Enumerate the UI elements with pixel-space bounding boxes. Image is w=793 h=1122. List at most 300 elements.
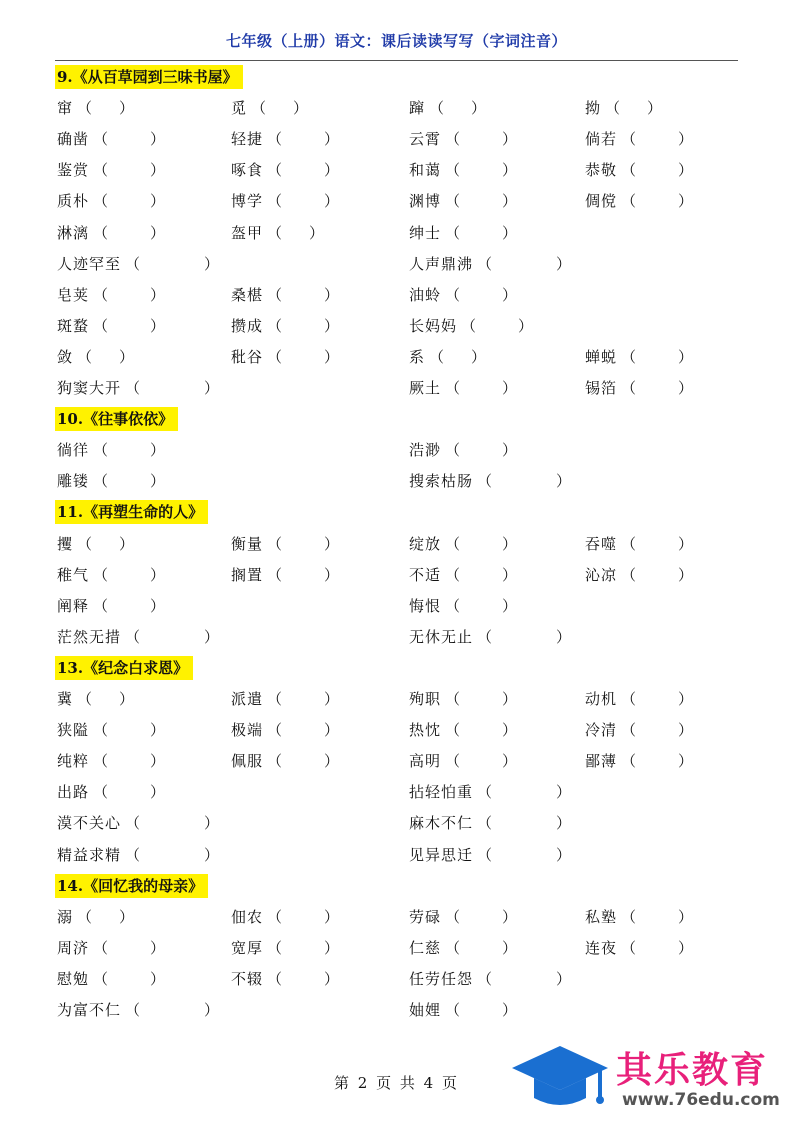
vocab-term: 倜傥 <box>585 192 618 211</box>
pinyin-blank-open: （ <box>267 285 283 304</box>
pinyin-blank-open: （ <box>445 907 461 926</box>
pinyin-blank-close: ） <box>471 99 487 118</box>
vocab-entry <box>57 905 134 929</box>
pinyin-blank-close: ） <box>119 534 135 553</box>
vocab-entry <box>57 345 134 369</box>
pinyin-blank-open: （ <box>93 285 109 304</box>
pinyin-blank-open: （ <box>93 192 109 211</box>
pinyin-blank-close: ） <box>556 845 572 864</box>
vocab-entry <box>231 189 339 213</box>
vocab-entry <box>57 625 219 649</box>
pinyin-blank-close: ） <box>150 783 166 802</box>
vocab-entry <box>585 158 693 182</box>
vocab-term: 人声鼎沸 <box>409 254 474 273</box>
vocab-term: 和蔼 <box>409 161 442 180</box>
pinyin-blank-close: ） <box>150 161 166 180</box>
pinyin-blank-open: （ <box>93 596 109 615</box>
vocab-term: 高明 <box>409 752 442 771</box>
pinyin-blank-open: （ <box>621 379 637 397</box>
vocab-entry <box>409 314 533 338</box>
pinyin-blank-close: ） <box>324 907 340 926</box>
pinyin-blank-close: ） <box>471 347 487 366</box>
pinyin-blank-open: （ <box>93 969 109 988</box>
vocab-entry <box>585 718 693 742</box>
vocab-term: 啄食 <box>231 161 264 180</box>
vocab-entry <box>409 811 571 835</box>
vocab-entry <box>409 127 517 151</box>
pinyin-blank-open: （ <box>477 845 493 864</box>
pinyin-blank-open: （ <box>267 223 283 242</box>
pinyin-blank-close: ） <box>119 347 135 366</box>
vocab-entry <box>57 687 134 711</box>
vocab-term: 出路 <box>57 783 90 802</box>
vocab-entry <box>409 283 517 307</box>
vocab-term: 漠不关心 <box>57 814 122 833</box>
vocab-entry <box>409 189 517 213</box>
pinyin-blank-open: （ <box>77 99 93 118</box>
vocab-term: 鉴赏 <box>57 161 90 180</box>
pinyin-blank-close: ） <box>678 907 694 926</box>
vocab-entry <box>57 376 219 400</box>
vocab-entry <box>231 687 339 711</box>
pinyin-blank-open: （ <box>267 534 283 553</box>
pinyin-blank-close: ） <box>502 285 518 304</box>
vocab-term: 搜索枯肠 <box>409 472 474 491</box>
vocab-entry <box>231 749 339 773</box>
vocab-entry <box>585 936 693 960</box>
pinyin-blank-open: （ <box>445 938 461 957</box>
pinyin-blank-close: ） <box>502 690 518 708</box>
pinyin-blank-close: ） <box>309 223 325 242</box>
vocab-term: 殉职 <box>409 690 442 708</box>
vocab-term: 搁置 <box>231 565 264 584</box>
vocab-term: 私塾 <box>585 907 618 926</box>
vocab-entry <box>409 843 571 867</box>
section-title: 10.《往事依依》 <box>55 407 178 431</box>
pinyin-blank-open: （ <box>445 1001 461 1019</box>
pinyin-blank-open: （ <box>445 130 461 149</box>
pinyin-blank-close: ） <box>324 192 340 211</box>
vocab-term: 狭隘 <box>57 721 90 740</box>
vocab-entry <box>57 438 165 462</box>
pinyin-blank-close: ） <box>556 627 572 646</box>
vocab-entry <box>57 594 165 618</box>
vocab-entry <box>231 283 339 307</box>
vocab-term: 阐释 <box>57 596 90 615</box>
pinyin-blank-close: ） <box>150 472 166 491</box>
vocab-entry <box>409 998 517 1022</box>
pinyin-blank-open: （ <box>93 783 109 802</box>
pinyin-blank-close: ） <box>678 379 694 397</box>
vocab-term: 冀 <box>57 690 74 708</box>
pinyin-blank-open: （ <box>621 721 637 740</box>
vocab-term: 动机 <box>585 690 618 708</box>
pinyin-blank-open: （ <box>621 192 637 211</box>
vocab-term: 博学 <box>231 192 264 211</box>
vocab-term: 绅士 <box>409 223 442 242</box>
pinyin-blank-open: （ <box>267 316 283 335</box>
pinyin-blank-open: （ <box>93 316 109 335</box>
pinyin-blank-close: ） <box>502 565 518 584</box>
pinyin-blank-close: ） <box>324 721 340 740</box>
vocab-term: 纯粹 <box>57 752 90 771</box>
vocab-entry <box>231 905 339 929</box>
pinyin-blank-close: ） <box>324 130 340 149</box>
pinyin-blank-open: （ <box>93 223 109 242</box>
pinyin-blank-close: ） <box>150 969 166 988</box>
vocab-entry <box>57 811 219 835</box>
vocab-entry <box>57 158 165 182</box>
vocab-term: 倘若 <box>585 130 618 149</box>
vocab-entry <box>57 780 165 804</box>
vocab-term: 轻捷 <box>231 130 264 149</box>
vocab-entry <box>231 563 339 587</box>
pinyin-blank-open: （ <box>477 472 493 491</box>
pinyin-blank-close: ） <box>204 814 220 833</box>
vocab-entry <box>409 718 517 742</box>
vocab-term: 雕镂 <box>57 472 90 491</box>
pinyin-blank-open: （ <box>429 347 445 366</box>
pinyin-blank-close: ） <box>324 316 340 335</box>
vocab-term: 劳碌 <box>409 907 442 926</box>
vocab-entry <box>231 158 339 182</box>
vocab-entry <box>409 687 517 711</box>
vocab-term: 沁凉 <box>585 565 618 584</box>
vocab-term: 溺 <box>57 907 74 926</box>
pinyin-blank-open: （ <box>445 161 461 180</box>
pinyin-blank-open: （ <box>251 99 267 118</box>
vocab-entry <box>231 532 339 556</box>
pinyin-blank-open: （ <box>461 316 477 335</box>
vocab-term: 绽放 <box>409 534 442 553</box>
vocab-entry <box>57 563 165 587</box>
pinyin-blank-close: ） <box>204 627 220 646</box>
vocab-term: 窜 <box>57 99 74 118</box>
vocab-entry <box>57 221 165 245</box>
vocab-entry <box>231 936 339 960</box>
vocab-entry <box>409 532 517 556</box>
pinyin-blank-open: （ <box>77 690 93 708</box>
pinyin-blank-close: ） <box>119 99 135 118</box>
vocab-term: 淋漓 <box>57 223 90 242</box>
pinyin-blank-close: ） <box>204 379 220 397</box>
vocab-term: 敛 <box>57 347 74 366</box>
vocab-term: 渊博 <box>409 192 442 211</box>
pinyin-blank-open: （ <box>125 627 141 646</box>
vocab-entry <box>409 594 517 618</box>
vocab-entry <box>231 127 339 151</box>
vocab-term: 周济 <box>57 938 90 957</box>
vocab-term: 仁慈 <box>409 938 442 957</box>
pinyin-blank-open: （ <box>267 347 283 366</box>
pinyin-blank-close: ） <box>678 161 694 180</box>
pinyin-blank-close: ） <box>119 907 135 926</box>
graduation-cap-icon <box>510 1042 610 1112</box>
pinyin-blank-close: ） <box>518 316 534 335</box>
pinyin-blank-open: （ <box>445 721 461 740</box>
vocab-term: 极端 <box>231 721 264 740</box>
vocab-entry <box>409 749 517 773</box>
vocab-entry <box>57 252 219 276</box>
pinyin-blank-close: ） <box>502 130 518 149</box>
vocab-entry <box>585 532 693 556</box>
vocab-entry <box>585 376 693 400</box>
vocab-term: 妯娌 <box>409 1001 442 1019</box>
pinyin-blank-open: （ <box>445 441 461 460</box>
vocab-entry <box>585 96 662 120</box>
vocab-term: 狗窦大开 <box>57 379 122 397</box>
pinyin-blank-close: ） <box>678 752 694 771</box>
page-number: 第 2 页 共 4 页 <box>334 1074 459 1092</box>
pinyin-blank-open: （ <box>429 99 445 118</box>
vocab-entry <box>231 314 339 338</box>
pinyin-blank-open: （ <box>477 254 493 273</box>
vocab-entry <box>585 127 693 151</box>
vocab-term: 热忱 <box>409 721 442 740</box>
vocab-term: 衡量 <box>231 534 264 553</box>
pinyin-blank-open: （ <box>125 254 141 273</box>
pinyin-blank-close: ） <box>204 254 220 273</box>
vocab-term: 皂荚 <box>57 285 90 304</box>
pinyin-blank-close: ） <box>556 814 572 833</box>
vocab-term: 盔甲 <box>231 223 264 242</box>
vocab-entry <box>585 687 693 711</box>
pinyin-blank-open: （ <box>477 969 493 988</box>
pinyin-blank-open: （ <box>605 99 621 118</box>
pinyin-blank-close: ） <box>502 1001 518 1019</box>
pinyin-blank-close: ） <box>150 192 166 211</box>
pinyin-blank-close: ） <box>324 347 340 366</box>
vocab-entry <box>585 189 693 213</box>
pinyin-blank-open: （ <box>267 752 283 771</box>
pinyin-blank-close: ） <box>119 690 135 708</box>
vocab-entry <box>409 221 517 245</box>
vocab-entry <box>57 718 165 742</box>
pinyin-blank-close: ） <box>150 223 166 242</box>
vocab-entry <box>57 283 165 307</box>
pinyin-blank-close: ） <box>678 938 694 957</box>
pinyin-blank-open: （ <box>621 130 637 149</box>
pinyin-blank-open: （ <box>267 130 283 149</box>
vocab-term: 蝉蜕 <box>585 347 618 366</box>
pinyin-blank-open: （ <box>267 161 283 180</box>
vocab-term: 拈轻怕重 <box>409 783 474 802</box>
vocab-entry <box>57 127 165 151</box>
vocab-entry <box>409 252 571 276</box>
pinyin-blank-close: ） <box>293 99 309 118</box>
vocab-entry <box>231 221 324 245</box>
vocab-entry <box>57 532 134 556</box>
vocab-entry <box>409 158 517 182</box>
vocab-entry <box>409 936 517 960</box>
vocab-entry <box>231 718 339 742</box>
vocab-term: 觅 <box>231 99 248 118</box>
pinyin-blank-open: （ <box>77 534 93 553</box>
vocab-term: 恭敬 <box>585 161 618 180</box>
pinyin-blank-close: ） <box>150 565 166 584</box>
pinyin-blank-close: ） <box>678 721 694 740</box>
pinyin-blank-close: ） <box>502 752 518 771</box>
vocab-term: 不适 <box>409 565 442 584</box>
pinyin-blank-open: （ <box>445 192 461 211</box>
vocab-term: 斑蝥 <box>57 316 90 335</box>
pinyin-blank-open: （ <box>477 814 493 833</box>
pinyin-blank-close: ） <box>556 472 572 491</box>
vocab-entry <box>57 189 165 213</box>
pinyin-blank-open: （ <box>445 379 461 397</box>
vocab-term: 鄙薄 <box>585 752 618 771</box>
vocab-term: 冷清 <box>585 721 618 740</box>
vocab-term: 不辍 <box>231 969 264 988</box>
pinyin-blank-close: ） <box>502 938 518 957</box>
vocab-term: 茫然无措 <box>57 627 122 646</box>
vocab-term: 云霄 <box>409 130 442 149</box>
pinyin-blank-open: （ <box>445 565 461 584</box>
pinyin-blank-close: ） <box>204 1001 220 1019</box>
pinyin-blank-open: （ <box>621 907 637 926</box>
pinyin-blank-close: ） <box>502 721 518 740</box>
vocab-term: 无休无止 <box>409 627 474 646</box>
pinyin-blank-open: （ <box>477 783 493 802</box>
vocab-term: 连夜 <box>585 938 618 957</box>
vocab-entry <box>409 345 486 369</box>
vocab-entry <box>585 345 693 369</box>
vocab-term: 宽厚 <box>231 938 264 957</box>
pinyin-blank-close: ） <box>150 596 166 615</box>
vocab-term: 任劳任怨 <box>409 969 474 988</box>
pinyin-blank-open: （ <box>445 285 461 304</box>
pinyin-blank-open: （ <box>93 130 109 149</box>
vocab-term: 攒成 <box>231 316 264 335</box>
vocab-term: 确凿 <box>57 130 90 149</box>
vocab-term: 见异思迁 <box>409 845 474 864</box>
pinyin-blank-close: ） <box>324 752 340 771</box>
pinyin-blank-close: ） <box>502 379 518 397</box>
vocab-term: 系 <box>409 347 426 366</box>
vocab-term: 精益求精 <box>57 845 122 864</box>
vocab-term: 为富不仁 <box>57 1001 122 1019</box>
pinyin-blank-open: （ <box>77 347 93 366</box>
pinyin-blank-close: ） <box>324 565 340 584</box>
pinyin-blank-open: （ <box>93 721 109 740</box>
pinyin-blank-close: ） <box>502 192 518 211</box>
pinyin-blank-open: （ <box>125 1001 141 1019</box>
pinyin-blank-open: （ <box>93 441 109 460</box>
vocab-entry <box>585 905 693 929</box>
pinyin-blank-close: ） <box>678 565 694 584</box>
vocab-entry <box>409 967 571 991</box>
vocab-entry <box>57 96 134 120</box>
pinyin-blank-open: （ <box>77 907 93 926</box>
pinyin-blank-open: （ <box>267 969 283 988</box>
vocab-term: 佩服 <box>231 752 264 771</box>
vocab-entry <box>231 96 308 120</box>
vocab-term: 人迹罕至 <box>57 254 122 273</box>
pinyin-blank-close: ） <box>150 721 166 740</box>
vocab-term: 锡箔 <box>585 379 618 397</box>
brand-name: 其乐教育 <box>616 1050 769 1091</box>
vocab-term: 派遣 <box>231 690 264 708</box>
vocab-entry <box>409 563 517 587</box>
vocab-term: 慰勉 <box>57 969 90 988</box>
vocab-entry <box>57 749 165 773</box>
pinyin-blank-open: （ <box>93 161 109 180</box>
pinyin-blank-close: ） <box>502 223 518 242</box>
pinyin-blank-close: ） <box>150 130 166 149</box>
vocab-term: 悔恨 <box>409 596 442 615</box>
pinyin-blank-open: （ <box>621 752 637 771</box>
pinyin-blank-open: （ <box>267 907 283 926</box>
section-title: 13.《纪念白求恩》 <box>55 656 193 680</box>
vocab-entry <box>57 967 165 991</box>
vocab-term: 攫 <box>57 534 74 553</box>
section-title: 9.《从百草园到三味书屋》 <box>55 65 243 89</box>
vocab-entry <box>231 967 339 991</box>
pinyin-blank-open: （ <box>267 192 283 211</box>
pinyin-blank-close: ） <box>204 845 220 864</box>
vocab-term: 佃农 <box>231 907 264 926</box>
vocab-term: 拗 <box>585 99 602 118</box>
vocab-term: 秕谷 <box>231 347 264 366</box>
vocab-entry <box>57 843 219 867</box>
vocab-term: 浩渺 <box>409 441 442 460</box>
pinyin-blank-open: （ <box>445 752 461 771</box>
pinyin-blank-open: （ <box>93 752 109 771</box>
vocab-term: 长妈妈 <box>409 316 458 335</box>
vocab-entry <box>585 563 693 587</box>
vocab-entry <box>409 905 517 929</box>
pinyin-blank-close: ） <box>150 441 166 460</box>
pinyin-blank-open: （ <box>621 690 637 708</box>
pinyin-blank-close: ） <box>556 969 572 988</box>
vocab-term: 麻木不仁 <box>409 814 474 833</box>
vocab-term: 吞噬 <box>585 534 618 553</box>
pinyin-blank-close: ） <box>150 316 166 335</box>
pinyin-blank-close: ） <box>502 441 518 460</box>
pinyin-blank-open: （ <box>445 596 461 615</box>
pinyin-blank-close: ） <box>324 690 340 708</box>
pinyin-blank-close: ） <box>678 690 694 708</box>
pinyin-blank-close: ） <box>678 130 694 149</box>
pinyin-blank-open: （ <box>267 721 283 740</box>
pinyin-blank-open: （ <box>445 223 461 242</box>
vocab-term: 厥土 <box>409 379 442 397</box>
pinyin-blank-open: （ <box>93 938 109 957</box>
pinyin-blank-close: ） <box>324 285 340 304</box>
pinyin-blank-close: ） <box>502 907 518 926</box>
pinyin-blank-open: （ <box>621 347 637 366</box>
pinyin-blank-open: （ <box>125 379 141 397</box>
pinyin-blank-close: ） <box>150 752 166 771</box>
brand-url: www.76edu.com <box>622 1090 780 1110</box>
pinyin-blank-close: ） <box>150 285 166 304</box>
page-title: 七年级（上册）语文：课后读读写写（字词注音） <box>225 32 567 50</box>
pinyin-blank-open: （ <box>621 565 637 584</box>
pinyin-blank-close: ） <box>150 938 166 957</box>
section-title: 14.《回忆我的母亲》 <box>55 874 208 898</box>
pinyin-blank-close: ） <box>647 99 663 118</box>
vocab-term: 油蛉 <box>409 285 442 304</box>
pinyin-blank-open: （ <box>125 814 141 833</box>
pinyin-blank-open: （ <box>445 690 461 708</box>
vocab-entry <box>57 998 219 1022</box>
vocab-entry <box>57 314 165 338</box>
vocab-entry <box>231 345 339 369</box>
pinyin-blank-open: （ <box>445 534 461 553</box>
vocab-entry <box>409 780 571 804</box>
section-title: 11.《再塑生命的人》 <box>55 500 208 524</box>
vocab-term: 桑椹 <box>231 285 264 304</box>
